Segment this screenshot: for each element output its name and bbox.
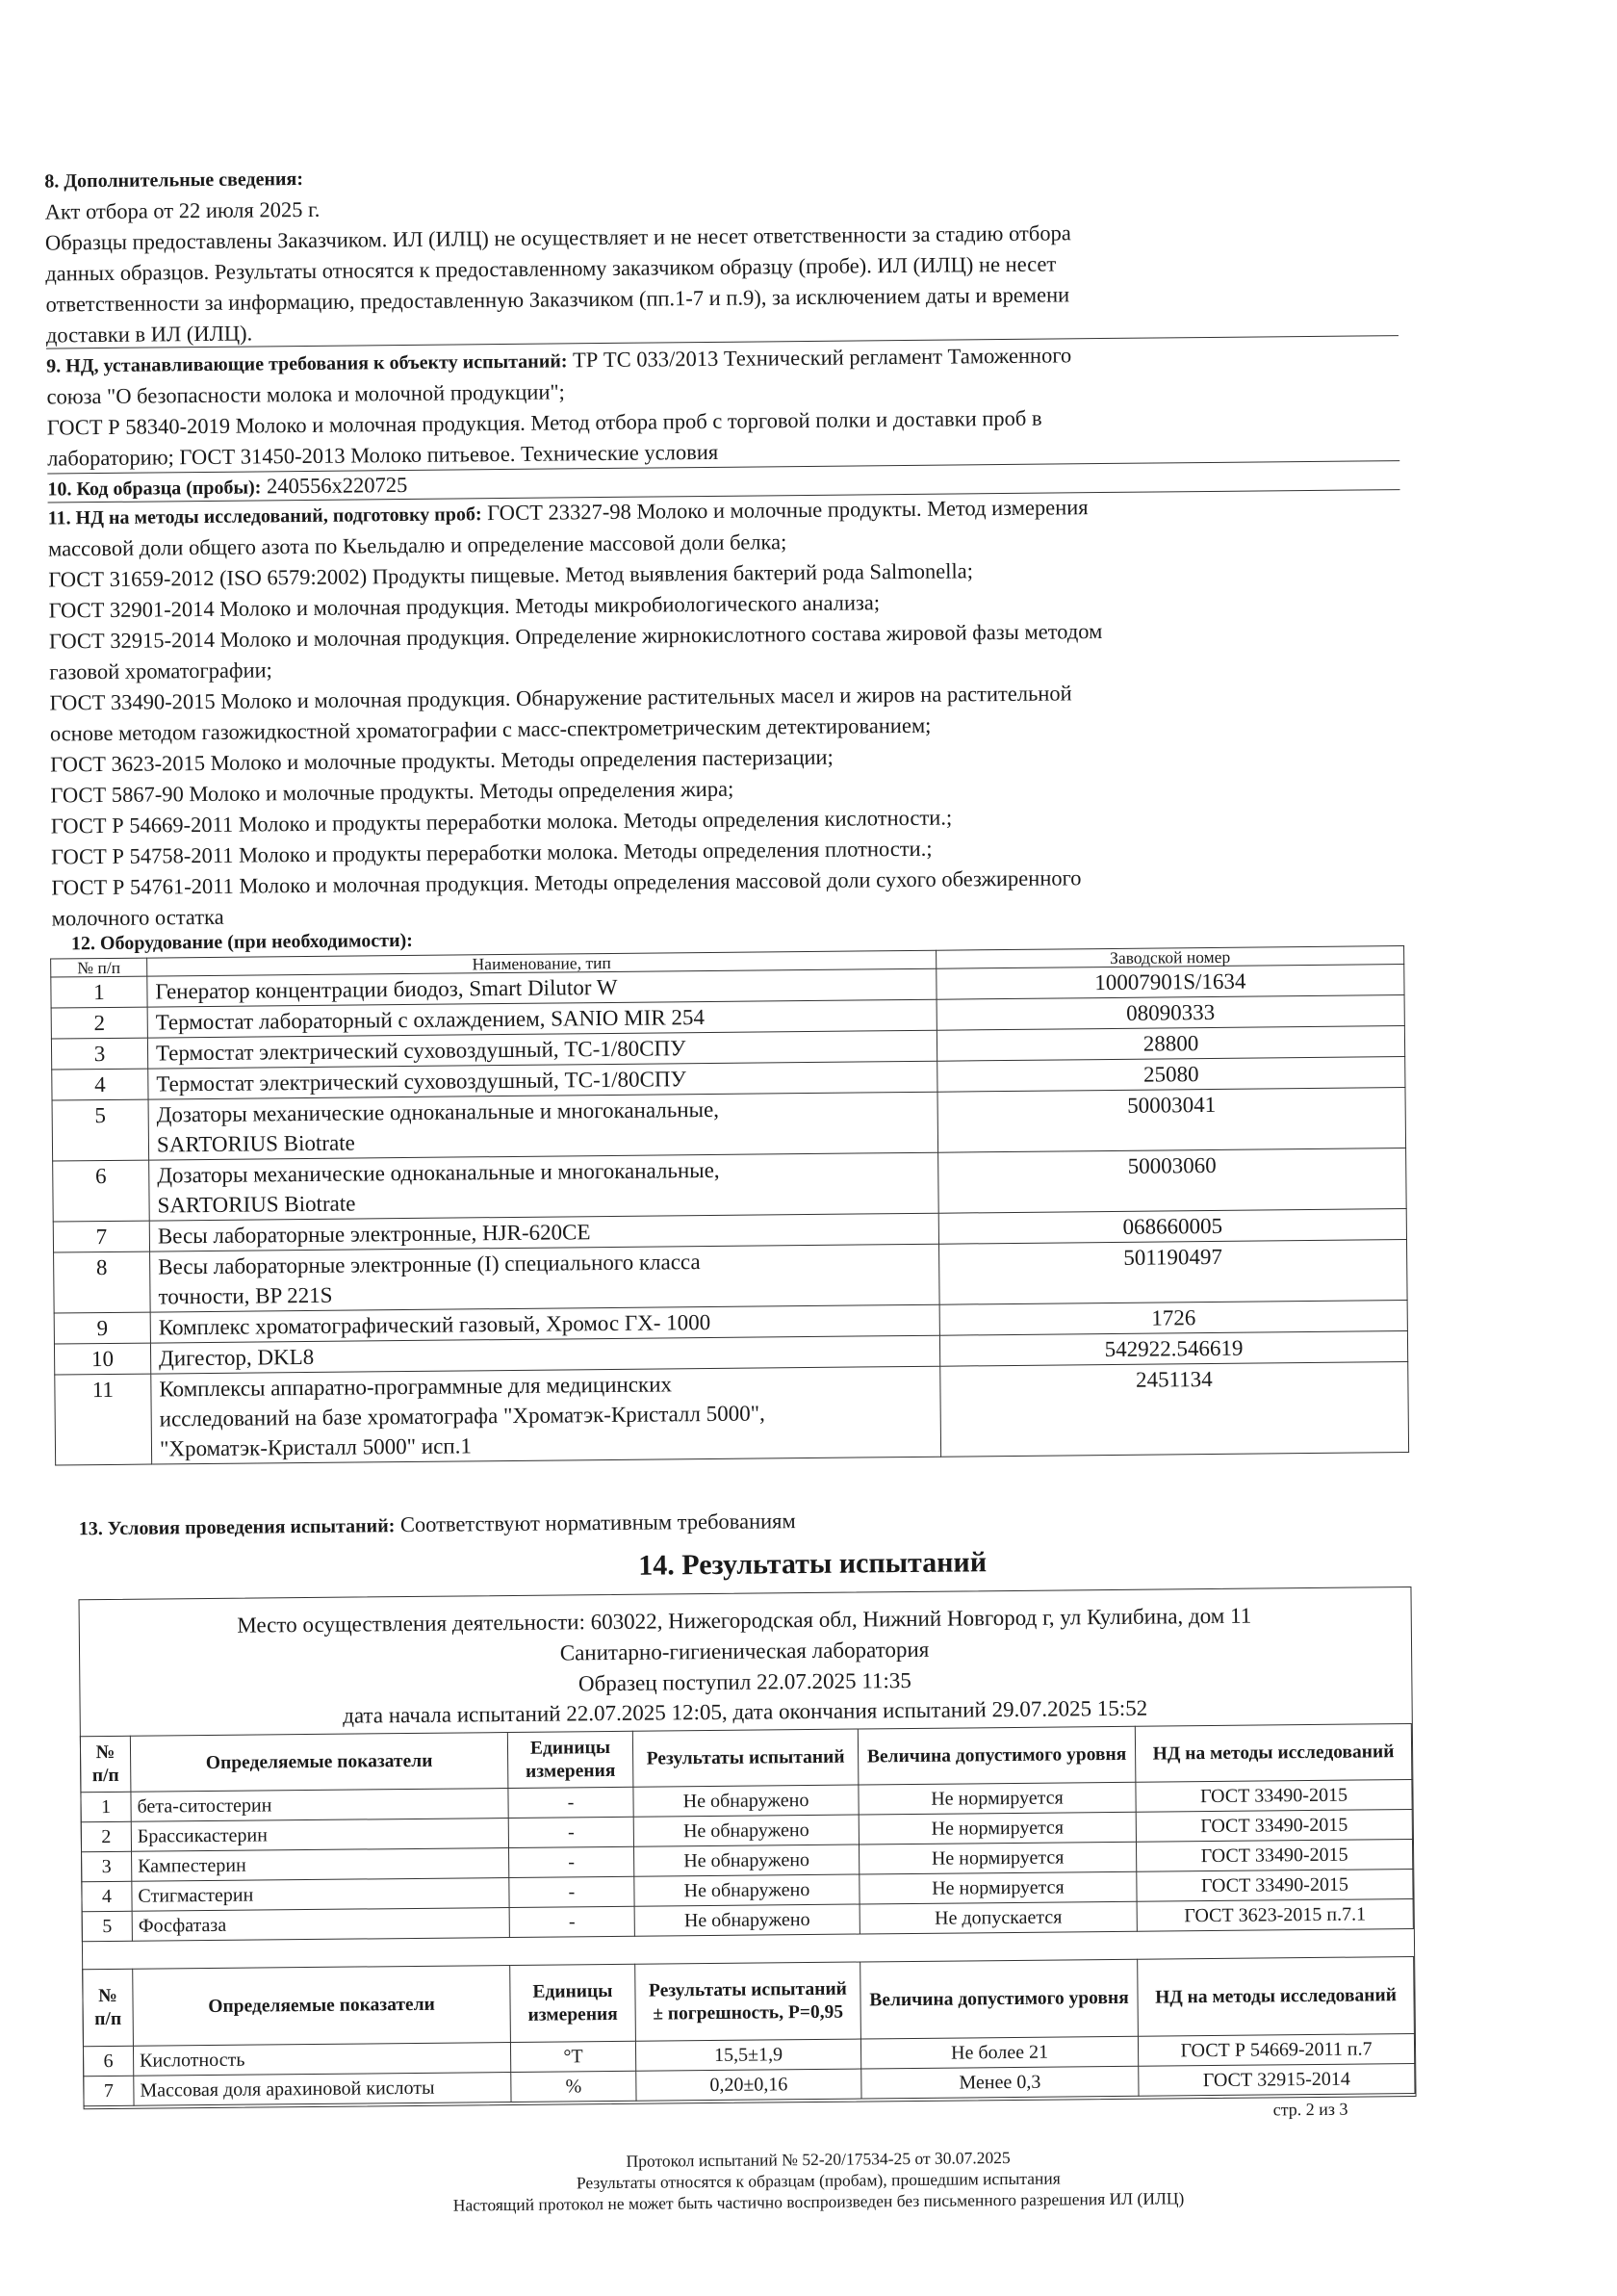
serial-number: 08090333: [937, 995, 1404, 1031]
section-11-line: молочного остатка: [51, 904, 224, 931]
column-header: Единицы измерения: [507, 1731, 633, 1788]
result: Не обнаружено: [634, 1904, 860, 1936]
equipment-name: [150, 1244, 940, 1312]
section-8-line: ответственности за информацию, предоставленную Заказчиком (пп.1-7 и п.9), за исключением даты и времени: [45, 282, 1070, 317]
serial-number: 10007901S/1634: [937, 965, 1404, 1000]
page-number: стр. 2 из 3: [1272, 2099, 1348, 2120]
unit: °Т: [510, 2041, 635, 2072]
indicator-name: Кислотность: [133, 2043, 510, 2077]
column-header: НД на методы исследований: [1135, 1724, 1412, 1783]
row-number: 6: [83, 2046, 133, 2076]
column-header: № п/п: [51, 958, 147, 977]
section-8-line: доставки в ИЛ (ИЛЦ).: [45, 321, 253, 348]
column-header: № п/п: [80, 1736, 131, 1792]
equipment-name-line: Дигестор, DKL8: [158, 1344, 315, 1371]
result: Не обнаружено: [634, 1874, 860, 1906]
section-9: [46, 337, 1414, 475]
serial-number: 25080: [937, 1057, 1405, 1093]
allowed-level: Не нормируется: [860, 1871, 1137, 1904]
equipment-name-line: "Хроматэк-Кристалл 5000" исп.1: [159, 1433, 473, 1461]
column-header: Величина допустимого уровня: [860, 1959, 1139, 2039]
equipment-name-line: Термостат электрический суховоздушный, ТС-1/80СПУ: [155, 1036, 686, 1066]
section-11-first-line: ГОСТ 23327-98 Молоко и молочные продукты. Метод измерения: [487, 495, 1089, 526]
section-11-line: ГОСТ 32915-2014 Молоко и молочная продукция. Определение жирнокислотного состава жировой фазы методом: [48, 619, 1103, 654]
section-11-line: ГОСТ 31659-2012 (ISO 6579:2002) Продукты пищевые. Метод выявления бактерий рода Salmonella;: [48, 558, 974, 592]
column-header: Заводской номер: [937, 946, 1404, 969]
result: Не обнаружено: [633, 1815, 859, 1846]
row-number: 10: [54, 1343, 150, 1375]
equipment-name-line: Генератор концентрации биодоз, Smart Dilutor W: [155, 974, 618, 1004]
serial-number: 28800: [937, 1026, 1404, 1062]
row-number: 3: [51, 1038, 147, 1070]
allowed-level: Не более 21: [860, 2036, 1138, 2069]
allowed-level: Не допускается: [860, 1901, 1137, 1934]
indicator-name: Фосфатаза: [132, 1908, 509, 1942]
section-9-line: ГОСТ Р 58340-2019 Молоко и молочная продукция. Метод отбора проб с торговой полки и доставки проб в: [46, 405, 1042, 440]
equipment-name-line: точности, BP 221S: [158, 1282, 333, 1309]
serial-number: 50003060: [938, 1148, 1407, 1214]
equipment-name-line: SARTORIUS Biotrate: [156, 1130, 355, 1157]
section-11-line: ГОСТ 33490-2015 Молоко и молочная продукция. Обнаружение растительных масел и жиров на растительной: [49, 681, 1072, 715]
indicator-name: Массовая доля арахиновой кислоты: [134, 2073, 511, 2106]
row-number: 2: [51, 1007, 147, 1039]
unit: %: [511, 2071, 636, 2102]
method-standard: ГОСТ 33490-2015: [1136, 1840, 1412, 1872]
results-location: Место осуществления деятельности: 603022, Нижегородская обл, Нижний Новгород г, ул Кулибина, дом 11: [237, 1603, 1252, 1638]
row-number: 6: [53, 1160, 150, 1222]
sample-code: 240556х220725: [266, 472, 408, 499]
allowed-level: Не нормируется: [859, 1842, 1136, 1874]
section-9-first-line: ТР ТС 033/2013 Технический регламент Таможенного: [572, 343, 1072, 373]
column-header: Единицы измерения: [510, 1964, 636, 2042]
serial-number: 068660005: [938, 1209, 1406, 1245]
row-number: 1: [51, 976, 147, 1008]
footer-note: Результаты относятся к образцам (пробам), прошедшим испытания: [576, 2168, 1061, 2193]
row-number: 5: [52, 1099, 149, 1161]
method-standard: ГОСТ 33490-2015: [1136, 1810, 1412, 1843]
row-number: 7: [84, 2076, 134, 2105]
method-standard: ГОСТ Р 54669-2011 п.7: [1138, 2034, 1414, 2067]
column-header: № п/п: [83, 1969, 134, 2046]
equipment-name-line: Дозаторы механические одноканальные и многоканальные,: [156, 1096, 720, 1127]
equipment-name-line: Термостат электрический суховоздушный, ТС-1/80СПУ: [156, 1067, 686, 1096]
result: Не обнаружено: [634, 1845, 860, 1876]
results-table-2: [82, 1956, 1415, 2106]
column-header: Наименование, тип: [147, 950, 937, 976]
footer-protocol: Протокол испытаний № 52-20/17534-25 от 30.07.2025: [626, 2148, 1011, 2171]
section-8: [44, 152, 1413, 351]
unit: -: [508, 1817, 633, 1847]
section-11-line: газовой хроматографии;: [49, 658, 272, 684]
section-11-line: ГОСТ Р 54761-2011 Молоко и молочная продукция. Методы определения массовой доли сухого обезжиренного: [51, 865, 1082, 900]
row-number: 8: [54, 1251, 151, 1313]
row-number: 7: [53, 1221, 149, 1252]
method-standard: ГОСТ 3623-2015 п.7.1: [1137, 1899, 1413, 1932]
equipment-table: [50, 945, 1409, 1465]
results-lab: Санитарно-гигиеническая лаборатория: [559, 1637, 930, 1665]
equipment-name: [148, 1092, 938, 1160]
equipment-name-line: Дозаторы механические одноканальные и многоканальные,: [157, 1157, 720, 1188]
column-header: Величина допустимого уровня: [858, 1726, 1136, 1785]
row-number: 5: [82, 1911, 132, 1941]
test-conditions: Соответствуют нормативным требованиям: [399, 1509, 796, 1537]
indicator-name: бета-ситостерин: [131, 1789, 508, 1822]
serial-number: 542922.546619: [939, 1331, 1407, 1367]
indicator-name: Кампестерин: [132, 1848, 509, 1882]
row-number: 4: [52, 1069, 148, 1100]
equipment-name: [149, 1152, 939, 1221]
indicator-name: Стигмастерин: [132, 1878, 509, 1912]
allowed-level: Не нормируется: [859, 1782, 1136, 1815]
row-number: 11: [55, 1374, 152, 1465]
result: 0,20±0,16: [636, 2069, 861, 2101]
unit: -: [509, 1846, 634, 1877]
equipment-name-line: SARTORIUS Biotrate: [157, 1191, 356, 1218]
section-13: [79, 1500, 1407, 1544]
column-header: Определяемые показатели: [130, 1733, 508, 1793]
equipment-name-line: Весы лабораторные электронные, HJR-620CE: [157, 1220, 591, 1249]
section-13-heading: 13. Условия проведения испытаний:: [78, 1515, 396, 1540]
table-row: [55, 1362, 1409, 1465]
method-standard: ГОСТ 33490-2015: [1136, 1780, 1412, 1813]
column-header: НД на методы исследований: [1138, 1957, 1415, 2037]
result: 15,5±1,9: [635, 2039, 860, 2071]
equipment-name-line: Комплекс хроматографический газовый, Хромос ГХ- 1000: [158, 1309, 711, 1340]
results-dates: дата начала испытаний 22.07.2025 12:05, дата окончания испытаний 29.07.2025 15:52: [343, 1695, 1148, 1728]
equipment-name-line: Комплексы аппаратно-программные для медицинских: [159, 1372, 673, 1402]
section-9-line: лабораторию; ГОСТ 31450-2013 Молоко питьевое. Технические условия: [47, 439, 719, 471]
column-header: Результаты испытаний: [632, 1729, 859, 1787]
section-11-line: ГОСТ Р 54669-2011 Молоко и продукты переработки молока. Методы определения кислотности.;: [50, 805, 953, 838]
method-standard: ГОСТ 33490-2015: [1137, 1870, 1413, 1902]
section-9-line: союза "О безопасности молока и молочной продукции";: [46, 379, 565, 409]
result: Не обнаружено: [633, 1785, 859, 1817]
unit: -: [508, 1787, 633, 1818]
row-number: 9: [54, 1312, 150, 1344]
serial-number: 501190497: [939, 1240, 1408, 1305]
equipment-name: [151, 1366, 941, 1464]
row-number: 1: [81, 1792, 131, 1821]
section-8-line: Акт отбора от 22 июля 2025 г.: [44, 196, 321, 224]
footer-disclaimer: Настоящий протокол не может быть частично воспроизведен без письменного разрешения ИЛ (ИЛЦ): [452, 2188, 1185, 2215]
serial-number: 2451134: [940, 1362, 1409, 1458]
results-table-1: [80, 1723, 1414, 1942]
section-11-heading: 11. НД на методы исследований, подготовку проб:: [47, 503, 482, 529]
unit: -: [509, 1876, 634, 1907]
results-header-row: [83, 1957, 1415, 2047]
indicator-name: Брассикастерин: [131, 1819, 508, 1852]
section-11-line: ГОСТ 3623-2015 Молоко и молочные продукты. Методы определения пастеризации;: [50, 744, 834, 777]
column-header: Результаты испытаний ± погрешность, Р=0,95: [635, 1962, 861, 2041]
equipment-name-line: исследований на базе хроматографа "Хроматэк-Кристалл 5000",: [159, 1401, 765, 1432]
allowed-level: Менее 0,3: [861, 2066, 1139, 2099]
section-8-line: данных образцов. Результаты относятся к предоставленному заказчиком образцу (пробе). ИЛ (ИЛЦ) не несет: [45, 251, 1057, 286]
serial-number: 1726: [939, 1301, 1407, 1336]
allowed-level: Не нормируется: [859, 1812, 1136, 1845]
section-11-line: ГОСТ Р 54758-2011 Молоко и продукты переработки молока. Методы определения плотности.;: [50, 836, 933, 869]
section-10-heading: 10. Код образца (пробы):: [47, 477, 262, 501]
results-received: Образец поступил 22.07.2025 11:35: [578, 1668, 911, 1696]
equipment-name-line: Термостат лабораторный с охлаждением, SANIO MIR 254: [155, 1005, 706, 1035]
section-9-heading: 9. НД, устанавливающие требования к объекту испытаний:: [46, 350, 568, 377]
section-11: [48, 489, 1419, 935]
row-number: 3: [82, 1851, 132, 1881]
serial-number: 50003041: [937, 1088, 1406, 1153]
section-11-line: ГОСТ 32901-2014 Молоко и молочная продукция. Методы микробиологического анализа;: [48, 590, 881, 623]
method-standard: ГОСТ 32915-2014: [1139, 2063, 1415, 2096]
results-title: 14. Результаты испытаний: [638, 1546, 988, 1582]
section-11-line: основе методом газожидкостной хроматографии с масс-спектрометрическим детектированием;: [49, 712, 932, 746]
section-8-line: Образцы предоставлены Заказчиком. ИЛ (ИЛЦ) не осуществляет и не несет ответственности за стадию отбора: [44, 220, 1071, 255]
column-header: Определяемые показатели: [133, 1966, 511, 2047]
section-11-line: ГОСТ 5867-90 Молоко и молочные продукты. Методы определения жира;: [50, 776, 734, 808]
row-number: 4: [82, 1881, 132, 1911]
row-number: 2: [81, 1821, 131, 1851]
equipment-name-line: Весы лабораторные электронные (I) специального класса: [158, 1250, 701, 1279]
section-11-line: массовой доли общего азота по Кьельдалю и определение массовой доли белка;: [47, 529, 787, 561]
unit: -: [509, 1906, 634, 1937]
section-8-heading: 8. Дополнительные сведения:: [44, 168, 304, 193]
section-12-heading: 12. Оборудование (при необходимости):: [70, 929, 413, 955]
